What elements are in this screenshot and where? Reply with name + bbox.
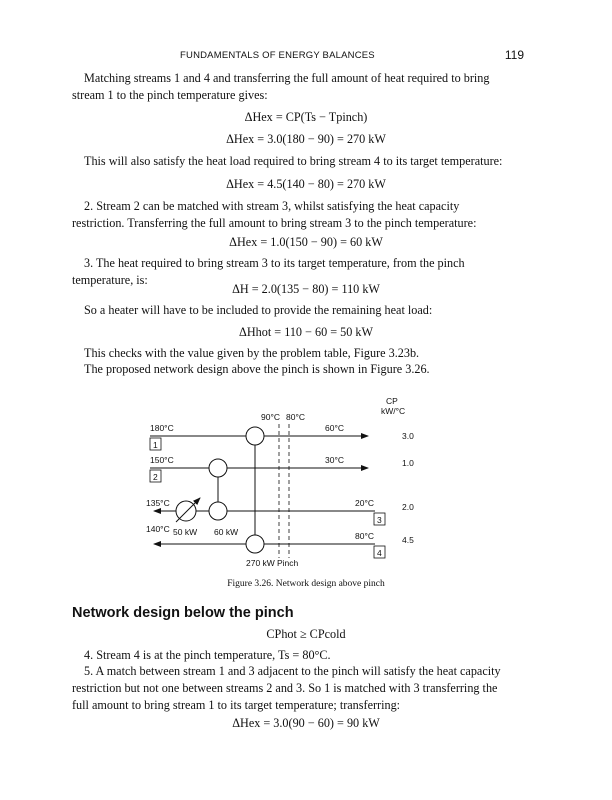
- exchanger-2-3-duty: 60 kW: [214, 527, 239, 537]
- exchanger-1-4-bottom: [246, 535, 264, 553]
- exchanger-2-3-top: [209, 459, 227, 477]
- paragraph-matching-streams: Matching streams 1 and 4 and transferring the full amount of heat required to bring stream 1 to the pinch temperature gives:: [72, 71, 490, 102]
- stream-1-cp: 3.0: [402, 431, 414, 441]
- paragraph-match-1-3: 5. A match between stream 1 and 3 adjacent to the pinch will satisfy the heat capacity restriction but not one between streams 2 and 3. So 1 is matched with 3 transferring the full amount to bring stream 1 to its target temperature; transferring:: [72, 664, 501, 712]
- stream-4-target-temp: 140°C: [146, 524, 170, 534]
- heater-duty: 50 kW: [173, 527, 198, 537]
- page-number: 119: [504, 48, 524, 62]
- equation-dh-ex-1-3: [0, 716, 612, 731]
- section-heading: Network design below the pinch: [72, 605, 294, 621]
- pinch-temp-cold: 80°C: [286, 412, 305, 422]
- stream-2-cp: 1.0: [402, 458, 414, 468]
- stream-2-target-temp: 30°C: [325, 455, 344, 465]
- equation-text: ΔHex = 1.0(150 − 90) = 60 kW: [229, 235, 383, 249]
- pinch-temp-hot: 90°C: [261, 412, 280, 422]
- network-design-figure: [130, 390, 450, 572]
- stream-3-id: 3: [377, 515, 382, 525]
- equation-dh-ex-stream2-3: [0, 235, 612, 250]
- equation-cp-hot-cold: [0, 627, 612, 642]
- paragraph-stream2-match: 2. Stream 2 can be matched with stream 3, whilst satisfying the heat capacity restriction. Transferring the full amount to bring stream 3 to the pinch temperature:: [72, 199, 477, 230]
- exchanger-1-4-duty: 270 kW: [246, 558, 275, 568]
- paragraph-stream3-heat: 3. The heat required to bring stream 3 to its target temperature, from the pinch temperature, is:: [72, 256, 465, 287]
- equation-dh-hot: [0, 325, 612, 340]
- equation-dh-ex-general: [0, 110, 612, 125]
- figure-caption: Figure 3.26. Network design above pinch: [227, 579, 385, 589]
- paragraph-network-design-ref: The proposed network design above the pinch is shown in Figure 3.26.: [84, 362, 430, 376]
- stream-4-id: 4: [377, 548, 382, 558]
- heater-circle: [176, 501, 196, 521]
- equation-text: ΔH = 2.0(135 − 80) = 110 kW: [232, 282, 380, 296]
- equation-dh-ex-stream4: [0, 177, 612, 192]
- stream-1-inlet-temp: 180°C: [150, 423, 174, 433]
- equation-dh-ex-stream1: [0, 132, 612, 147]
- stream-3-cp: 2.0: [402, 502, 414, 512]
- stream-1-target-temp: 60°C: [325, 423, 344, 433]
- cp-header-line1: CP: [386, 396, 398, 406]
- exchanger-1-4-top: [246, 427, 264, 445]
- stream-3-inlet-temp: 20°C: [355, 498, 374, 508]
- stream-3-target-temp: 135°C: [146, 498, 170, 508]
- stream-4-cp: 4.5: [402, 535, 414, 545]
- running-head: FUNDAMENTALS OF ENERGY BALANCES: [180, 50, 375, 61]
- paragraph-stream4-pinch: 4. Stream 4 is at the pinch temperature, Ts = 80°C.: [84, 648, 331, 662]
- pinch-label: Pinch: [277, 558, 299, 568]
- equation-text: ΔHex = CP(Ts − Tpinch): [244, 110, 368, 124]
- equation-text: ΔHex = 4.5(140 − 80) = 270 kW: [226, 177, 386, 191]
- equation-text: ΔHex = 3.0(180 − 90) = 270 kW: [226, 132, 386, 146]
- stream-2-inlet-temp: 150°C: [150, 455, 174, 465]
- stream-2-id: 2: [153, 472, 158, 482]
- equation-text: ΔHex = 3.0(90 − 60) = 90 kW: [232, 716, 380, 730]
- exchanger-2-3-bottom: [209, 502, 227, 520]
- equation-dh-stream3: [0, 282, 612, 297]
- equation-text: CPhot ≥ CPcold: [266, 627, 346, 641]
- equation-text: ΔHhot = 110 − 60 = 50 kW: [239, 325, 373, 339]
- stream-1-id: 1: [153, 440, 158, 450]
- paragraph-heat-load-stream4: This will also satisfy the heat load required to bring stream 4 to its target temperature:: [84, 154, 503, 168]
- cp-header-line2: kW/°C: [381, 406, 406, 416]
- paragraph-problem-table-check: This checks with the value given by the problem table, Figure 3.23b.: [84, 346, 420, 360]
- paragraph-heater-required: So a heater will have to be included to provide the remaining heat load:: [84, 303, 433, 317]
- stream-4-inlet-temp: 80°C: [355, 531, 374, 541]
